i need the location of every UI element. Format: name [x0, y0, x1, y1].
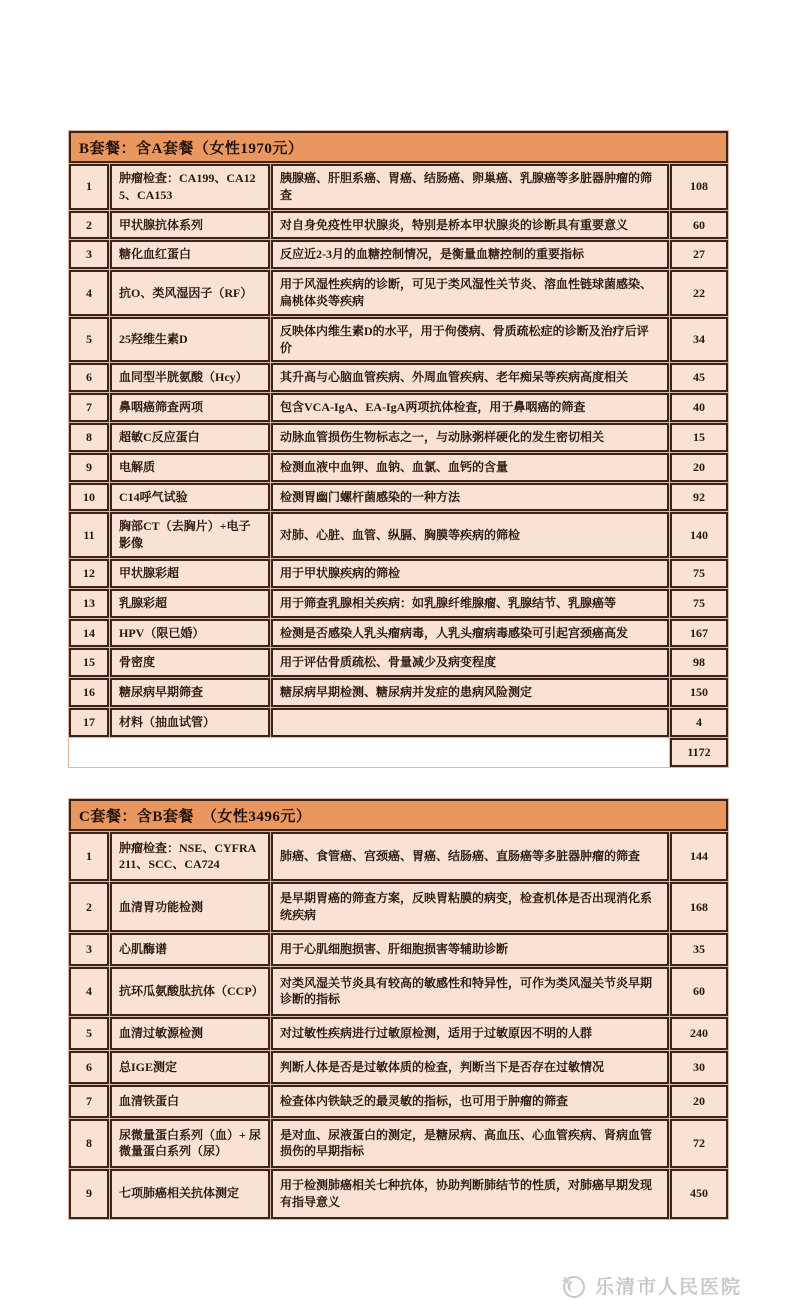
table-row [69, 678, 728, 707]
item-name: 糖化血红蛋白 [110, 240, 270, 269]
table-row [69, 453, 728, 482]
item-description: 用于筛查乳腺相关疾病：如乳腺纤维腺瘤、乳腺结节、乳腺癌等 [271, 589, 669, 618]
table-row [69, 483, 728, 512]
item-description: 判断人体是否是过敏体质的检查，判断当下是否存在过敏情况 [271, 1051, 669, 1084]
item-description: 对肺、心脏、血管、纵膈、胸膜等疾病的筛检 [271, 512, 669, 558]
item-name: 七项肺癌相关抗体测定 [110, 1169, 270, 1219]
item-description: 检测胃幽门螺杆菌感染的一种方法 [271, 483, 669, 512]
total-price: 1172 [670, 738, 728, 767]
item-price: 40 [670, 393, 728, 422]
row-number: 3 [69, 933, 109, 966]
table-b-title: B套餐：含A套餐（女性1970元） [69, 131, 728, 163]
item-price: 150 [670, 678, 728, 707]
row-number: 3 [69, 240, 109, 269]
item-price: 4 [670, 708, 728, 737]
table-row [69, 317, 728, 363]
row-number: 2 [69, 211, 109, 240]
table-row [69, 270, 728, 316]
table-row [69, 1169, 728, 1219]
row-number: 7 [69, 393, 109, 422]
item-description: 胰腺癌、肝胆系癌、胃癌、结肠癌、卵巢癌、乳腺癌等多脏器肿瘤的筛查 [271, 164, 669, 210]
row-number: 7 [69, 1085, 109, 1118]
item-description: 用于心肌细胞损害、肝细胞损害等辅助诊断 [271, 933, 669, 966]
item-name: 肿瘤检查：CA199、CA125、CA153 [110, 164, 270, 210]
item-name: 25羟维生素D [110, 317, 270, 363]
item-price: 140 [670, 512, 728, 558]
table-row [69, 240, 728, 269]
item-price: 60 [670, 967, 728, 1017]
row-number: 8 [69, 1119, 109, 1169]
item-description: 用于检测肺癌相关七种抗体，协助判断肺结节的性质，对肺癌早期发现有指导意义 [271, 1169, 669, 1219]
item-price: 20 [670, 1085, 728, 1118]
table-row [69, 589, 728, 618]
item-name: 血清胃功能检测 [110, 882, 270, 932]
row-number: 6 [69, 363, 109, 392]
item-description: 糖尿病早期检测、糖尿病并发症的患病风险测定 [271, 678, 669, 707]
table-b-header-row [69, 131, 728, 163]
item-price: 45 [670, 363, 728, 392]
package-table-b [68, 130, 729, 768]
item-description: 是对血、尿液蛋白的测定，是糖尿病、高血压、心血管疾病、肾病血管损伤的早期指标 [271, 1119, 669, 1169]
item-description: 动脉血管损伤生物标志之一，与动脉粥样硬化的发生密切相关 [271, 423, 669, 452]
table-row [69, 423, 728, 452]
item-price: 92 [670, 483, 728, 512]
item-name: 血同型半胱氨酸（Hcy） [110, 363, 270, 392]
row-number: 9 [69, 1169, 109, 1219]
table-row [69, 363, 728, 392]
item-name: 骨密度 [110, 648, 270, 677]
item-name: 肿瘤检查：NSE、CYFRA211、SCC、CA724 [110, 832, 270, 882]
table-row [69, 1051, 728, 1084]
item-description: 对类风湿关节炎具有较高的敏感性和特异性，可作为类风湿关节炎早期诊断的指标 [271, 967, 669, 1017]
table-row [69, 211, 728, 240]
item-name: 尿微量蛋白系列（血）+ 尿微量蛋白系列（尿） [110, 1119, 270, 1169]
item-name: 总IGE测定 [110, 1051, 270, 1084]
item-name: 乳腺彩超 [110, 589, 270, 618]
item-name: 血清过敏源检测 [110, 1017, 270, 1050]
item-price: 450 [670, 1169, 728, 1219]
item-description: 包含VCA-IgA、EA-IgA两项抗体检查，用于鼻咽癌的筛查 [271, 393, 669, 422]
row-number: 8 [69, 423, 109, 452]
item-price: 75 [670, 589, 728, 618]
row-number: 2 [69, 882, 109, 932]
total-row [69, 738, 728, 767]
table-row [69, 708, 728, 737]
hospital-logo-icon [559, 1272, 587, 1300]
item-name: HPV（限已婚） [110, 619, 270, 648]
row-number: 6 [69, 1051, 109, 1084]
row-number: 9 [69, 453, 109, 482]
item-name: 甲状腺抗体系列 [110, 211, 270, 240]
row-number: 16 [69, 678, 109, 707]
item-description: 对过敏性疾病进行过敏原检测，适用于过敏原因不明的人群 [271, 1017, 669, 1050]
row-number: 14 [69, 619, 109, 648]
item-description: 用于甲状腺疾病的筛检 [271, 559, 669, 588]
item-price: 34 [670, 317, 728, 363]
item-price: 60 [670, 211, 728, 240]
item-name: 胸部CT（去胸片）+电子影像 [110, 512, 270, 558]
hospital-name: 乐清市人民医院 [594, 1277, 742, 1299]
item-description: 检查体内铁缺乏的最灵敏的指标，也可用于肿瘤的筛查 [271, 1085, 669, 1118]
item-price: 15 [670, 423, 728, 452]
package-table-c-section [68, 798, 726, 1220]
table-row [69, 512, 728, 558]
item-description: 检测是否感染人乳头瘤病毒，人乳头瘤病毒感染可引起宫颈癌高发 [271, 619, 669, 648]
row-number: 17 [69, 708, 109, 737]
item-name: 电解质 [110, 453, 270, 482]
item-price: 35 [670, 933, 728, 966]
item-name: 抗环瓜氨酸肽抗体（CCP） [110, 967, 270, 1017]
package-table-b-section [68, 130, 726, 768]
item-description: 检测血液中血钾、血钠、血氯、血钙的含量 [271, 453, 669, 482]
item-description: 其升高与心脑血管疾病、外周血管疾病、老年痴呆等疾病高度相关 [271, 363, 669, 392]
table-row [69, 164, 728, 210]
table-c-body [69, 832, 728, 1219]
item-price: 144 [670, 832, 728, 882]
footer-watermark [68, 1272, 742, 1300]
item-price: 22 [670, 270, 728, 316]
table-c-header-row [69, 799, 728, 831]
table-row [69, 648, 728, 677]
table-row [69, 933, 728, 966]
item-name: 血清铁蛋白 [110, 1085, 270, 1118]
item-description: 肺癌、食管癌、宫颈癌、胃癌、结肠癌、直肠癌等多脏器肿瘤的筛查 [271, 832, 669, 882]
row-number: 13 [69, 589, 109, 618]
row-number: 1 [69, 832, 109, 882]
item-description [271, 708, 669, 737]
item-price: 27 [670, 240, 728, 269]
item-name: 甲状腺彩超 [110, 559, 270, 588]
item-description: 用于评估骨质疏松、骨量减少及病变程度 [271, 648, 669, 677]
item-price: 20 [670, 453, 728, 482]
table-row [69, 832, 728, 882]
item-description: 对自身免疫性甲状腺炎，特别是桥本甲状腺炎的诊断具有重要意义 [271, 211, 669, 240]
row-number: 12 [69, 559, 109, 588]
item-name: 抗O、类风湿因子（RF） [110, 270, 270, 316]
item-price: 167 [670, 619, 728, 648]
item-description: 反应近2-3月的血糖控制情况，是衡量血糖控制的重要指标 [271, 240, 669, 269]
item-name: 超敏C反应蛋白 [110, 423, 270, 452]
package-table-c [68, 798, 729, 1220]
item-name: C14呼气试验 [110, 483, 270, 512]
table-row [69, 1119, 728, 1169]
item-price: 168 [670, 882, 728, 932]
table-row [69, 967, 728, 1017]
table-row [69, 1085, 728, 1118]
row-number: 5 [69, 317, 109, 363]
item-price: 72 [670, 1119, 728, 1169]
item-name: 糖尿病早期筛查 [110, 678, 270, 707]
item-name: 心肌酶谱 [110, 933, 270, 966]
item-name: 鼻咽癌筛查两项 [110, 393, 270, 422]
item-description: 是早期胃癌的筛查方案，反映胃粘膜的病变，检查机体是否出现消化系统疾病 [271, 882, 669, 932]
item-price: 108 [670, 164, 728, 210]
total-spacer [69, 738, 669, 767]
table-row [69, 393, 728, 422]
item-price: 75 [670, 559, 728, 588]
table-b-body [69, 164, 728, 767]
table-row [69, 559, 728, 588]
table-c-title: C套餐：含B套餐 （女性3496元） [69, 799, 728, 831]
row-number: 4 [69, 270, 109, 316]
item-name: 材料（抽血试管） [110, 708, 270, 737]
row-number: 15 [69, 648, 109, 677]
table-row [69, 619, 728, 648]
row-number: 1 [69, 164, 109, 210]
row-number: 11 [69, 512, 109, 558]
item-price: 240 [670, 1017, 728, 1050]
item-price: 30 [670, 1051, 728, 1084]
table-row [69, 1017, 728, 1050]
item-description: 用于风湿性疾病的诊断，可见于类风湿性关节炎、溶血性链球菌感染、扁桃体炎等疾病 [271, 270, 669, 316]
row-number: 10 [69, 483, 109, 512]
row-number: 5 [69, 1017, 109, 1050]
item-description: 反映体内维生素D的水平，用于佝偻病、骨质疏松症的诊断及治疗后评价 [271, 317, 669, 363]
table-row [69, 882, 728, 932]
row-number: 4 [69, 967, 109, 1017]
item-price: 98 [670, 648, 728, 677]
